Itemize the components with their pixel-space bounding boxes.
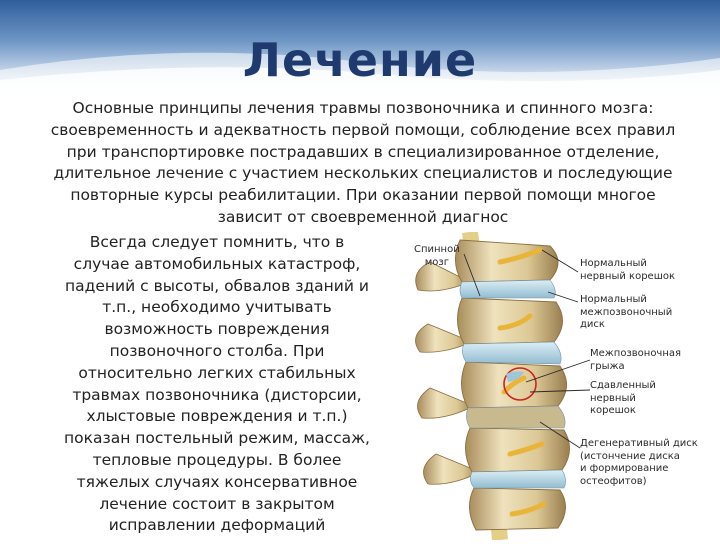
paragraph-line: исправлении деформаций xyxy=(108,516,326,535)
treatment-paragraph xyxy=(22,232,412,537)
label-degenerative-disc: Дегенеративный диск (истончение диска и формирование остеофитов) xyxy=(580,438,698,487)
paragraph-line: лечение состоит в закрытом xyxy=(99,494,335,513)
paragraph-line: Всегда следует помнить, что в xyxy=(89,233,345,251)
label-normal-disc: Нормальный межпозвоночный диск xyxy=(580,294,673,330)
paragraph-line: относительно легких стабильных xyxy=(78,363,356,382)
spine-illustration xyxy=(400,232,720,540)
paragraph-line: тяжелых случаях консервативное xyxy=(76,472,358,491)
paragraph-line: падений с высоты, обвалов зданий и xyxy=(65,276,369,295)
slide-title: Лечение xyxy=(242,33,478,87)
paragraph-line: т.п., необходимо учитывать xyxy=(102,298,332,317)
paragraph-line: показан постельный режим, массаж, xyxy=(64,429,370,448)
paragraph-line: возможность повреждения xyxy=(104,320,330,339)
label-spinal-cord: Спинной мозг xyxy=(414,244,460,268)
intro-paragraph: Основные принципы лечения травмы позвоночника и спинного мозга: своевременность и адекватность первой помощи, соблюдение всех правил при транспортировке пострадавших в специализированное отделение, длительное лечение с участием нескольких специалистов и последующие повторные курсы реабилитации. При оказании первой помощи многое зависит от своевременной диагнос xyxy=(50,99,676,226)
label-hernia: Межпозвоночная грыжа xyxy=(590,348,682,372)
label-compressed-root: Сдавленный нервный корешок xyxy=(590,380,656,416)
label-normal-nerve-root: Нормальный нервный корешок xyxy=(580,258,676,282)
paragraph-line: случае автомобильных катастроф, xyxy=(73,254,361,273)
paragraph-line: хлыстовые повреждения и т.п.) xyxy=(86,407,348,426)
paragraph-line: тепловые процедуры. В более xyxy=(92,450,342,469)
paragraph-line: позвоночного столба. При xyxy=(109,341,325,360)
paragraph-line: травмах позвоночника (дисторсии, xyxy=(72,385,362,404)
